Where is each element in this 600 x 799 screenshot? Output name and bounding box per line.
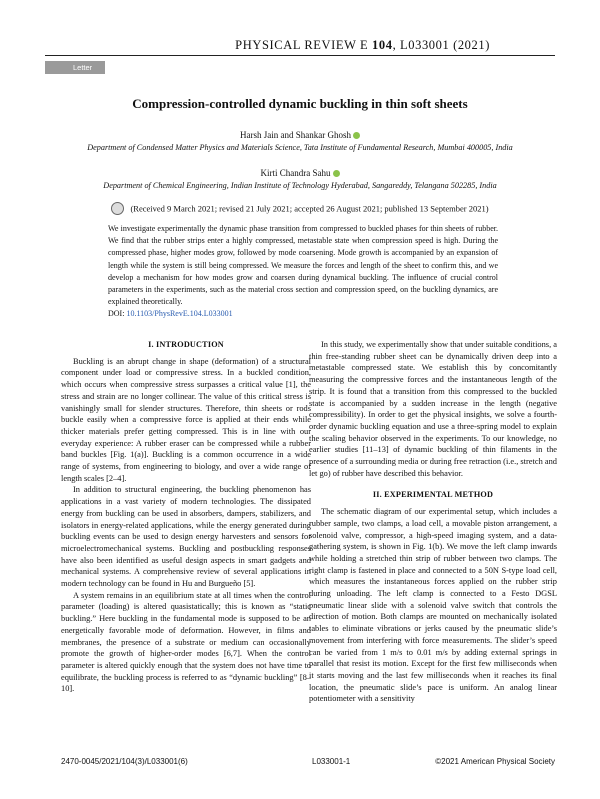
left-column <box>61 339 311 695</box>
right-column <box>309 339 557 705</box>
authors-line-2: Kirti Chandra Sahu <box>0 168 600 178</box>
affiliation-1: Department of Condensed Matter Physics and Materials Science, Tata Institute of Fundamental Research, Mumbai 400005, India <box>87 143 513 152</box>
abstract: We investigate experimentally the dynamic phase transition from compressed to buckled phases for thin sheets of rubber. We find that the rubber strips enter a highly compressed, metastable state when compression speed is high. During the compressed phase, higher modes grow, followed by mode coarsening. Mode growth is accompanied by an expansion of length while the system is still being compressed. We measure the forces and length of the sheet to confirm this, and we develop a mechanism for how modes grow and coarsen during dynamical buckling. The influence of crucial control parameters in the experiments, such as the material cross section and compression speed, on the buckling dynamics, are explained theoretically. <box>108 224 498 307</box>
received-dates: (Received 9 March 2021; revised 21 July 2021; accepted 26 August 2021; published 13 September 2021) <box>0 203 600 216</box>
doi-link[interactable]: 10.1103/PhysRevE.104.L033001 <box>126 309 233 318</box>
orcid-icon[interactable] <box>353 132 360 139</box>
page-number: L033001-1 <box>312 757 351 766</box>
paragraph: The schematic diagram of our experimental setup, which includes a rubber sample, two clamps, a load cell, a movable piston arrangement, a solenoid valve, compressor, a high-speed imaging system, and a data-gathering system, is shown in Fig. 1(b). We move the left clamp inwards while holding a stretched thin strip of rubber between two clamps. The right clamp is fastened in place and connected to a 50N S-type load cell, which measures the instantaneous forces applied on the rubber strip during unloading. The left clamp is connected to a Festo DGSL pneumatic linear slide with a solenoid valve switch that controls the direction of motion. Both clamps are mounted on mechanically isolated tables to eliminate vibrations or jerks caused by the pneumatic slide’s movement from interfering with force measurements. The slider’s speed can be varied from 1 m/s to 0.01 m/s by adding external springs in parallel that resist its motion. Except for the first few milliseconds when it starts moving and the last few milliseconds when it reaches its final location, the pneumatic slide’s pace is uniform. An analog linear potentiometer with a sensitivity <box>309 507 557 704</box>
authors-line-1: Harsh Jain and Shankar Ghosh <box>0 130 600 140</box>
check-for-updates-icon[interactable] <box>111 202 124 215</box>
paper-title: Compression-controlled dynamic buckling in thin soft sheets <box>132 96 468 111</box>
footer-issn: 2470-0045/2021/104(3)/L033001(6) <box>61 757 188 766</box>
copyright: ©2021 American Physical Society <box>435 757 555 766</box>
paragraph: In this study, we experimentally show that under suitable conditions, a thin free-standing rubber sheet can be dynamically driven deep into a metastable compressed state. We establish this by concomitantly measuring the compressive forces and the instantaneous length of the strip. It is found that a transition from this compressed to the buckled state is accompanied by a sudden increase in the length (negative compressibility). In order to get the physical insights, we solve a fourth-order dynamic buckling equation and use a three-spring model to explain the scaling behavior observed in the experiments. To our knowledge, no earlier studies [11–13] of dynamic buckling of thin filaments in the presence of a surrounding media or during free retraction (i.e., stretch and let go) of rubber have described this behavior. <box>309 340 557 478</box>
section-heading: II. EXPERIMENTAL METHOD <box>372 490 494 500</box>
header-rule <box>45 55 555 56</box>
letter-tag: Letter <box>45 61 105 74</box>
journal-header: PHYSICAL REVIEW E 104, L033001 (2021) <box>235 38 490 52</box>
orcid-icon[interactable] <box>333 170 340 177</box>
paragraph: Buckling is an abrupt change in shape (deformation) of a structural component under load or compressive stress. In a buckled condition, which occurs when compressive stress surpasses a critical value [1], the stress and strain are no longer collinear. The value of this critical stress is vanishingly small for slender structures. Therefore, thin sheets or rods buckle easily when a compressive force is applied at their ends while thicker materials prefer getting compressed. This is in line with our everyday experience: A rubber eraser can be compressed while a rubber band buckles [Fig. 1(a)]. Buckling is a common occurrence in a wide range of systems, from engineering to biology, and over a wide range of length scales [2–4]. <box>61 356 311 483</box>
section-heading: I. INTRODUCTION <box>148 340 224 349</box>
paragraph: In addition to structural engineering, the buckling phenomenon has applications in a vast variety of modern technologies. The dissipated energy from buckling can be used in absorbers, dampers, stabilizers, and isolators in energy-related applications, while the energy generated during buckling events can be used to design energy harvesters and sensors for microelectromechanical systems. Buckling and postbuckling responses have also been identified as useful design aspects in smart gadgets and mechanical systems. A comprehensive review of several applications in modern technology can be found in Hu and Burgueño [5]. <box>61 485 311 589</box>
paragraph: A system remains in an equilibrium state at all times when the control parameter (loading) is altered quasistatically; this is known as “static buckling.” Here buckling in the fundamental mode is supposed to be an energetically favorable mode of deformation. However, in films and membranes, the presence of a substrate or medium can occasionally promote the growth of higher-order modes [6,7]. When the control parameter is altered quickly enough that the system does not have time to equilibrate, the buckling process is referred to as “dynamic buckling” [8–10]. <box>61 590 311 694</box>
affiliation-2: Department of Chemical Engineering, Indian Institute of Technology Hyderabad, Sangareddy, Telangana 502285, India <box>103 181 497 190</box>
doi-line: DOI: 10.1103/PhysRevE.104.L033001 <box>108 309 233 318</box>
